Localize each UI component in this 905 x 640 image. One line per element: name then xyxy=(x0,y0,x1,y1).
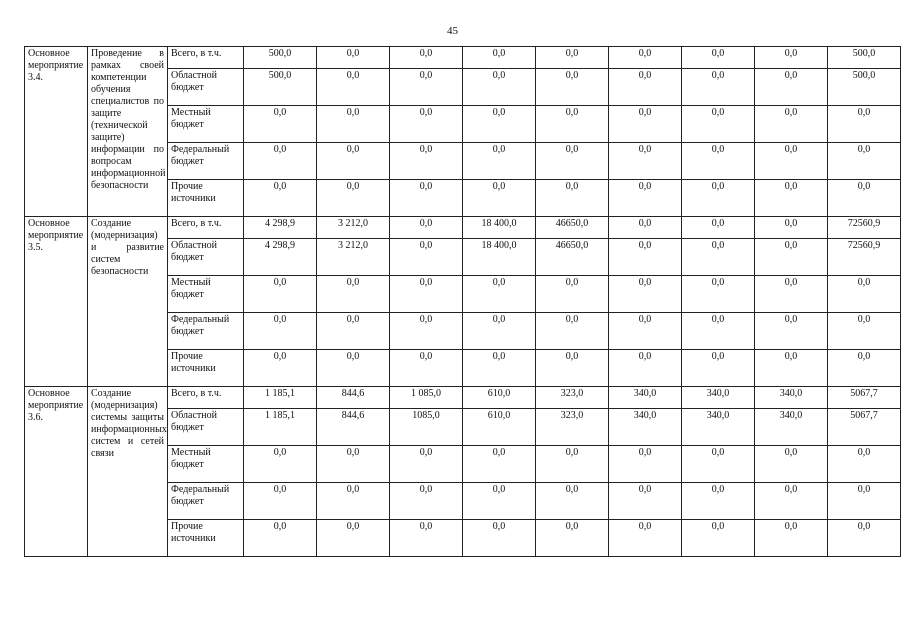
value-cell: 0,0 xyxy=(463,313,536,350)
activity-name: Создание (модернизация) и развитие систем безопасности xyxy=(88,217,168,387)
total-value-cell: 0,0 xyxy=(828,276,901,313)
value-cell: 0,0 xyxy=(463,276,536,313)
value-cell: 0,0 xyxy=(755,106,828,143)
value-cell: 0,0 xyxy=(682,313,755,350)
total-value-cell: 500,0 xyxy=(828,69,901,106)
value-cell: 0,0 xyxy=(390,143,463,180)
total-value-cell: 0,0 xyxy=(828,483,901,520)
value-cell: 0,0 xyxy=(463,483,536,520)
funding-source: Всего, в т.ч. xyxy=(168,47,244,69)
value-cell: 0,0 xyxy=(682,520,755,557)
value-cell: 0,0 xyxy=(682,239,755,276)
value-cell: 0,0 xyxy=(390,106,463,143)
value-cell: 0,0 xyxy=(755,350,828,387)
total-value-cell: 0,0 xyxy=(828,313,901,350)
table-row xyxy=(25,387,901,409)
value-cell: 340,0 xyxy=(609,387,682,409)
value-cell: 0,0 xyxy=(390,520,463,557)
value-cell: 0,0 xyxy=(244,106,317,143)
value-cell: 0,0 xyxy=(390,69,463,106)
value-cell: 1 185,1 xyxy=(244,387,317,409)
value-cell: 844,6 xyxy=(317,387,390,409)
value-cell: 340,0 xyxy=(755,409,828,446)
total-value-cell: 72560,9 xyxy=(828,217,901,239)
value-cell: 0,0 xyxy=(463,520,536,557)
value-cell: 0,0 xyxy=(609,239,682,276)
value-cell: 0,0 xyxy=(536,313,609,350)
activity-name: Создание (модернизация) системы защиты информационных систем и сетей связи xyxy=(88,387,168,557)
funding-source: Всего, в т.ч. xyxy=(168,387,244,409)
value-cell: 0,0 xyxy=(609,143,682,180)
value-cell: 500,0 xyxy=(244,47,317,69)
value-cell: 0,0 xyxy=(244,483,317,520)
total-value-cell: 72560,9 xyxy=(828,239,901,276)
value-cell: 0,0 xyxy=(390,483,463,520)
value-cell: 0,0 xyxy=(609,483,682,520)
value-cell: 1 085,0 xyxy=(390,387,463,409)
value-cell: 18 400,0 xyxy=(463,217,536,239)
value-cell: 0,0 xyxy=(682,446,755,483)
value-cell: 0,0 xyxy=(682,47,755,69)
value-cell: 0,0 xyxy=(609,313,682,350)
value-cell: 0,0 xyxy=(390,47,463,69)
value-cell: 340,0 xyxy=(609,409,682,446)
funding-source: Федеральный бюджет xyxy=(168,313,244,350)
value-cell: 0,0 xyxy=(463,106,536,143)
value-cell: 0,0 xyxy=(463,180,536,217)
value-cell: 0,0 xyxy=(317,313,390,350)
total-value-cell: 0,0 xyxy=(828,350,901,387)
value-cell: 0,0 xyxy=(755,217,828,239)
value-cell: 0,0 xyxy=(609,106,682,143)
total-value-cell: 0,0 xyxy=(828,143,901,180)
value-cell: 0,0 xyxy=(463,350,536,387)
value-cell: 0,0 xyxy=(682,350,755,387)
value-cell: 0,0 xyxy=(609,350,682,387)
value-cell: 0,0 xyxy=(755,69,828,106)
value-cell: 4 298,9 xyxy=(244,217,317,239)
table-row xyxy=(25,217,901,239)
value-cell: 0,0 xyxy=(463,69,536,106)
value-cell: 0,0 xyxy=(755,143,828,180)
value-cell: 0,0 xyxy=(244,446,317,483)
funding-source: Прочие источники xyxy=(168,520,244,557)
value-cell: 610,0 xyxy=(463,409,536,446)
total-value-cell: 0,0 xyxy=(828,180,901,217)
budget-table xyxy=(24,46,901,557)
funding-source: Областной бюджет xyxy=(168,69,244,106)
funding-source: Областной бюджет xyxy=(168,239,244,276)
activity-name: Проведение в рамках своей компетенции обучения специалистов по защите (технической защите) информации по вопросам информационной безопасности xyxy=(88,47,168,217)
value-cell: 0,0 xyxy=(755,483,828,520)
funding-source: Всего, в т.ч. xyxy=(168,217,244,239)
value-cell: 0,0 xyxy=(682,276,755,313)
value-cell: 323,0 xyxy=(536,387,609,409)
funding-source: Федеральный бюджет xyxy=(168,483,244,520)
value-cell: 610,0 xyxy=(463,387,536,409)
value-cell: 0,0 xyxy=(463,143,536,180)
value-cell: 0,0 xyxy=(317,350,390,387)
value-cell: 0,0 xyxy=(682,69,755,106)
value-cell: 0,0 xyxy=(317,180,390,217)
value-cell: 0,0 xyxy=(755,276,828,313)
value-cell: 1 185,1 xyxy=(244,409,317,446)
value-cell: 0,0 xyxy=(390,217,463,239)
table-row xyxy=(25,47,901,69)
value-cell: 3 212,0 xyxy=(317,217,390,239)
value-cell: 0,0 xyxy=(536,106,609,143)
value-cell: 0,0 xyxy=(609,276,682,313)
budget-table-body xyxy=(25,47,901,557)
value-cell: 4 298,9 xyxy=(244,239,317,276)
value-cell: 0,0 xyxy=(682,143,755,180)
value-cell: 0,0 xyxy=(317,143,390,180)
value-cell: 0,0 xyxy=(682,217,755,239)
funding-source: Федеральный бюджет xyxy=(168,143,244,180)
value-cell: 323,0 xyxy=(536,409,609,446)
value-cell: 0,0 xyxy=(682,106,755,143)
value-cell: 3 212,0 xyxy=(317,239,390,276)
value-cell: 0,0 xyxy=(317,47,390,69)
value-cell: 0,0 xyxy=(244,350,317,387)
value-cell: 0,0 xyxy=(244,520,317,557)
value-cell: 0,0 xyxy=(317,483,390,520)
value-cell: 340,0 xyxy=(682,387,755,409)
value-cell: 1085,0 xyxy=(390,409,463,446)
value-cell: 0,0 xyxy=(390,350,463,387)
value-cell: 0,0 xyxy=(317,520,390,557)
value-cell: 0,0 xyxy=(244,143,317,180)
value-cell: 0,0 xyxy=(244,313,317,350)
value-cell: 0,0 xyxy=(463,47,536,69)
value-cell: 340,0 xyxy=(682,409,755,446)
activity-code: Основное мероприятие 3.6. xyxy=(25,387,88,557)
funding-source: Прочие источники xyxy=(168,350,244,387)
funding-source: Местный бюджет xyxy=(168,446,244,483)
page-number: 45 xyxy=(447,25,458,37)
total-value-cell: 5067,7 xyxy=(828,387,901,409)
funding-source: Областной бюджет xyxy=(168,409,244,446)
value-cell: 0,0 xyxy=(609,217,682,239)
value-cell: 0,0 xyxy=(536,276,609,313)
total-value-cell: 0,0 xyxy=(828,446,901,483)
value-cell: 0,0 xyxy=(244,180,317,217)
activity-code: Основное мероприятие 3.5. xyxy=(25,217,88,387)
value-cell: 0,0 xyxy=(609,446,682,483)
value-cell: 844,6 xyxy=(317,409,390,446)
value-cell: 0,0 xyxy=(755,180,828,217)
value-cell: 0,0 xyxy=(755,239,828,276)
value-cell: 0,0 xyxy=(390,180,463,217)
value-cell: 0,0 xyxy=(609,180,682,217)
value-cell: 500,0 xyxy=(244,69,317,106)
value-cell: 0,0 xyxy=(317,69,390,106)
value-cell: 0,0 xyxy=(390,313,463,350)
value-cell: 0,0 xyxy=(317,106,390,143)
value-cell: 0,0 xyxy=(244,276,317,313)
value-cell: 0,0 xyxy=(317,446,390,483)
value-cell: 18 400,0 xyxy=(463,239,536,276)
value-cell: 0,0 xyxy=(536,446,609,483)
value-cell: 0,0 xyxy=(755,313,828,350)
total-value-cell: 0,0 xyxy=(828,106,901,143)
value-cell: 0,0 xyxy=(390,446,463,483)
value-cell: 0,0 xyxy=(317,276,390,313)
total-value-cell: 5067,7 xyxy=(828,409,901,446)
total-value-cell: 0,0 xyxy=(828,520,901,557)
value-cell: 0,0 xyxy=(755,520,828,557)
value-cell: 0,0 xyxy=(536,47,609,69)
funding-source: Прочие источники xyxy=(168,180,244,217)
value-cell: 0,0 xyxy=(536,350,609,387)
total-value-cell: 500,0 xyxy=(828,47,901,69)
value-cell: 46650,0 xyxy=(536,217,609,239)
activity-code: Основное мероприятие 3.4. xyxy=(25,47,88,217)
value-cell: 0,0 xyxy=(682,483,755,520)
value-cell: 0,0 xyxy=(536,69,609,106)
value-cell: 0,0 xyxy=(390,239,463,276)
value-cell: 0,0 xyxy=(463,446,536,483)
value-cell: 0,0 xyxy=(755,47,828,69)
value-cell: 0,0 xyxy=(609,47,682,69)
value-cell: 46650,0 xyxy=(536,239,609,276)
value-cell: 0,0 xyxy=(390,276,463,313)
funding-source: Местный бюджет xyxy=(168,276,244,313)
value-cell: 0,0 xyxy=(536,180,609,217)
value-cell: 0,0 xyxy=(536,520,609,557)
value-cell: 0,0 xyxy=(536,483,609,520)
value-cell: 340,0 xyxy=(755,387,828,409)
value-cell: 0,0 xyxy=(536,143,609,180)
value-cell: 0,0 xyxy=(609,69,682,106)
funding-source: Местный бюджет xyxy=(168,106,244,143)
value-cell: 0,0 xyxy=(682,180,755,217)
value-cell: 0,0 xyxy=(609,520,682,557)
value-cell: 0,0 xyxy=(755,446,828,483)
